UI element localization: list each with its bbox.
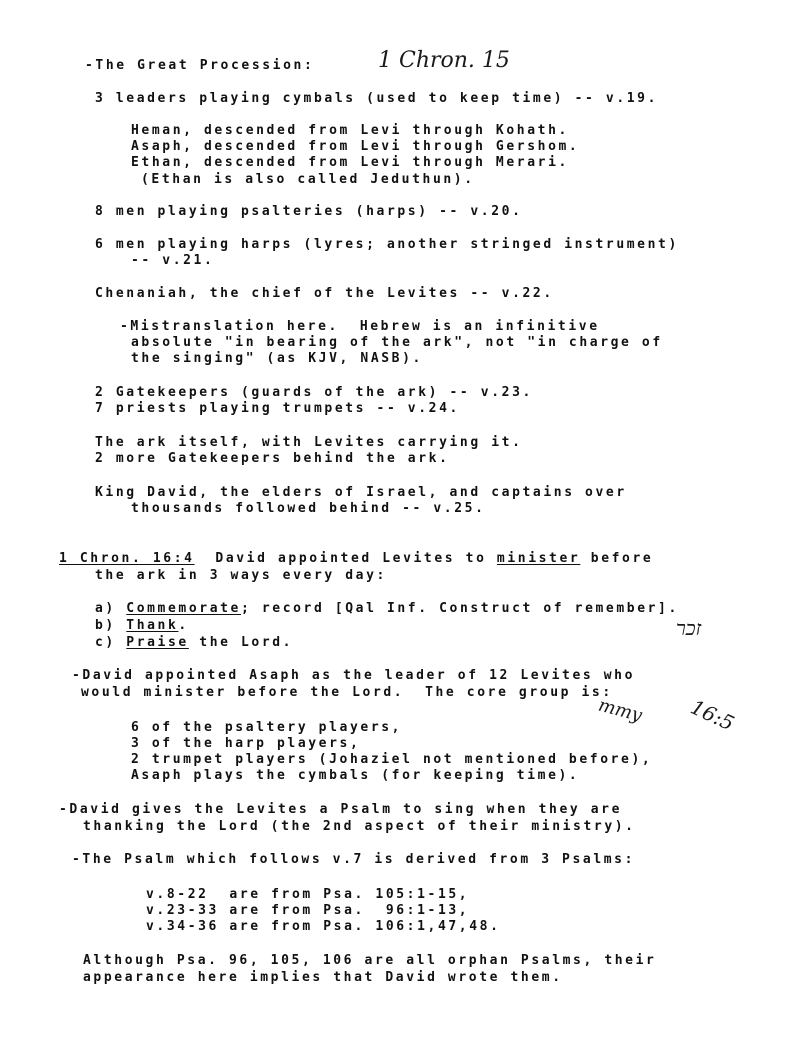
scripture-reference: 1 Chron. 16:4	[59, 551, 195, 566]
text-line: 6 of the psaltery players,	[131, 720, 403, 735]
underlined-word: Commemorate	[126, 601, 241, 616]
handwritten-note-16-5: 16:5	[687, 694, 738, 736]
text-line: -David appointed Asaph as the leader of 12 Levites who	[72, 668, 636, 683]
text-line: -The Psalm which follows v.7 is derived from 3 Psalms:	[72, 852, 636, 867]
text-line: Asaph, descended from Levi through Gershom.	[131, 139, 580, 154]
text-line: Ethan, descended from Levi through Merari.	[131, 155, 569, 170]
text-line: the ark in 3 ways every day:	[95, 568, 387, 583]
section-heading-great-procession: -The Great Procession:	[85, 58, 315, 73]
underlined-word: minister	[496, 551, 581, 566]
text-line: thanking the Lord (the 2nd aspect of their ministry).	[83, 819, 636, 834]
text-line: 2 Gatekeepers (guards of the ark) -- v.23.	[95, 385, 533, 400]
text-line: 2 trumpet players (Johaziel not mentioned before),	[131, 752, 653, 767]
text-line: 2 more Gatekeepers behind the ark.	[95, 451, 450, 466]
text-line: 3 leaders playing cymbals (used to keep time) -- v.19.	[95, 91, 659, 106]
text-line: appearance here implies that David wrote them.	[83, 970, 563, 985]
text-line: the singing" (as KJV, NASB).	[131, 351, 423, 366]
text-line: would minister before the Lord. The core group is:	[81, 685, 613, 700]
handwritten-hebrew-note: זכר	[676, 616, 702, 640]
underlined-word: Thank	[126, 618, 179, 633]
text-line: Although Psa. 96, 105, 106 are all orphan Psalms, their	[83, 953, 657, 968]
text-line: Heman, descended from Levi through Kohath.	[131, 123, 569, 138]
text-line: absolute "in bearing of the ark", not "in charge of	[131, 335, 663, 350]
text-line: The ark itself, with Levites carrying it.	[95, 435, 523, 450]
text-line: -Mistranslation here. Hebrew is an infinitive	[120, 319, 600, 334]
text-line: (Ethan is also called Jeduthun).	[141, 172, 475, 187]
text-line: 8 men playing psalteries (harps) -- v.20.	[95, 204, 523, 219]
text-line: 7 priests playing trumpets -- v.24.	[95, 401, 460, 416]
text-line: 3 of the harp players,	[131, 736, 361, 751]
text-line: -David gives the Levites a Psalm to sing when they are	[59, 802, 623, 817]
text-line: King David, the elders of Israel, and captains over	[95, 485, 627, 500]
text-line: b) Thank.	[95, 618, 189, 633]
section-heading-chron-16: 1 Chron. 16:4 David appointed Levites to minister before	[59, 551, 654, 566]
text-line: Asaph plays the cymbals (for keeping time).	[131, 768, 580, 783]
text-line: -- v.21.	[131, 253, 215, 268]
text-line: Chenaniah, the chief of the Levites -- v.22.	[95, 286, 554, 301]
handwritten-note-chron-15: 1 Chron. 15	[378, 48, 510, 73]
text-line: thousands followed behind -- v.25.	[131, 501, 486, 516]
text-line: c) Praise the Lord.	[95, 635, 294, 650]
text-line: v.8-22 are from Psa. 105:1-15,	[146, 887, 470, 902]
underlined-word: Praise	[126, 635, 189, 650]
handwritten-scribble: mmy	[596, 694, 645, 727]
text-line: a) Commemorate; record [Qal Inf. Construct of remember].	[95, 601, 679, 616]
text-line: 6 men playing harps (lyres; another stringed instrument)	[95, 237, 679, 252]
text-line: v.34-36 are from Psa. 106:1,47,48.	[146, 919, 501, 934]
text-line: v.23-33 are from Psa. 96:1-13,	[146, 903, 470, 918]
